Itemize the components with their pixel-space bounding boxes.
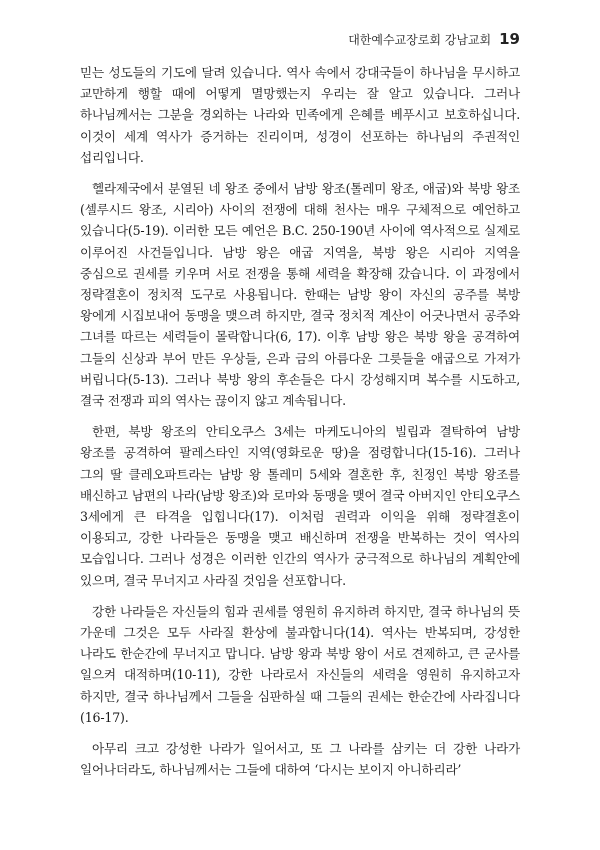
paragraph-4: 강한 나라들은 자신들의 힘과 권세를 영원히 유지하려 하지만, 결국 하나님의 뜻 가운데 그것은 모두 사라질 환상에 불과합니다(14). 역사는 반복되며, 강성한 나라도 한순간에 무너지고 맙니다. 남방 왕과 북방 왕이 서로 견제하고, 큰 군사를 일으켜 대적하며(10-11), 강한 나라로서 자신들의 세력을 영원히 유지하고자 하지만, 결국 하나님께서 그들을 심판하실 때 그들의 권세는 한순간에 사라집니다(16-17). [80,603,520,725]
paragraph-2: 헬라제국에서 분열된 네 왕조 중에서 남방 왕조(톨레미 왕조, 애굽)와 북방 왕조(셀루시드 왕조, 시리아) 사이의 전쟁에 대해 천사는 매우 구체적으로 예언하고 있습니다(5-19). 이러한 모든 예언은 B.C. 250-190년 사이에 역사적으로 실제로 이루어진 사건들입니다. 남방 왕은 애굽 지역을, 북방 왕은 시리아 지역을 중심으로 권세를 키우며 서로 전쟁을 통해 세력을 확장해 갔습니다. 이 과정에서 정략결혼이 정치적 도구로 사용됩니다. 한때는 남방 왕이 자신의 공주를 북방 왕에게 시집보내어 동맹을 맺으려 하지만, 결국 정치적 계산이 어긋나면서 공주와 그녀를 따르는 세력들이 몰락합니다(6, 17). 이후 남방 왕은 북방 왕을 공격하여 그들의 신상과 부어 만든 우상들, 은과 금의 아름다운 그릇들을 애굽으로 가져가 버립니다(5-13). 그러나 북방 왕의 후손들은 다시 강성해지며 복수를 시도하고, 결국 전쟁과 피의 역사는 끊이지 않고 계속됩니다. [80,181,520,409]
paragraph-5: 아무리 크고 강성한 나라가 일어서고, 또 그 나라를 삼키는 더 강한 나라가 일어나더라도, 하나님께서는 그들에 대하여 ‘다시는 보이지 아니하리라’ [80,741,520,778]
page-content [80,62,520,791]
page-number: 19 [499,30,520,48]
page-header [348,30,520,48]
paragraph-3: 한편, 북방 왕조의 안티오쿠스 3세는 마케도니아의 빌립과 결탁하여 남방 왕조를 공격하여 팔레스타인 지역(영화로운 땅)을 점령합니다(15-16). 그러나 그의 딸 클레오파트라는 남방 왕 톨레미 5세와 결혼한 후, 친정인 북방 왕조를 배신하고 남편의 나라(남방 왕조)와 로마와 동맹을 맺어 결국 아버지인 안티오쿠스 3세에게 큰 타격을 입힙니다(17). 이처럼 권력과 이익을 위해 정략결혼이 이용되고, 강한 나라들은 동맹을 맺고 배신하며 전쟁을 반복하는 것이 역사의 모습입니다. 그러나 성경은 이러한 인간의 역사가 궁극적으로 하나님의 계획안에 있으며, 결국 무너지고 사라질 것임을 선포합니다. [80,424,520,588]
paragraph-1: 믿는 성도들의 기도에 달려 있습니다. 역사 속에서 강대국들이 하나님을 무시하고 교만하게 행할 때에 어떻게 멸망했는지 우리는 잘 알고 있습니다. 그러나 하나님께서는 그분을 경외하는 나라와 민족에게 은혜를 베푸시고 보호하십니다. 이것이 세계 역사가 증거하는 진리이며, 성경이 선포하는 하나님의 주권적인 섭리입니다. [80,65,520,165]
header-title: 대한예수교장로회 강남교회 [348,33,492,47]
